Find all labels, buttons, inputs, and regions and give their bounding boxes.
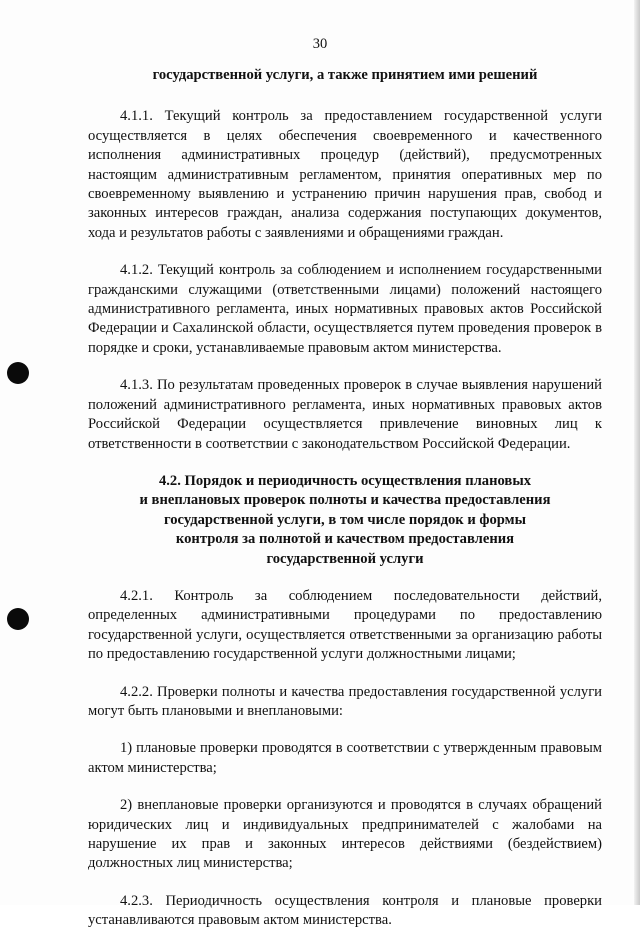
paragraph-4-1-3: 4.1.3. По результатам проведенных проверок в случае выявления нарушений положений административного регламента, иных нормативных правовых актов Российской Федерации осуществляется привлечение виновных лиц к ответственности в соответствии с законодательством Российской Федерации. [88, 377, 602, 452]
page-number: 30 [312, 36, 328, 52]
paragraph-4-2-2: 4.2.2. Проверки полноты и качества предоставления государственной услуги могут быть плановыми и внеплановыми: [88, 683, 602, 719]
paragraph-4-2-1: 4.2.1. Контроль за соблюдением последовательности действий, определенных административными процедурами по предоставлению государственной услуги, осуществляется ответственными за организацию работы по предоставлению государственной услуги должностными лицами; [88, 587, 602, 663]
paragraph-4-2-3: 4.2.3. Периодичность осуществления контроля и плановые проверки устанавливаются правовым актом министерства. [88, 892, 602, 929]
continued-heading: государственной услуги, а также принятием ими решений [152, 67, 538, 83]
paragraph-4-1-1: 4.1.1. Текущий контроль за предоставлением государственной услуги осуществляется в целях обеспечения своевременного и качественного исполнения административных процедур (действий), предусмотренных настоящим административным регламентом, принятия оперативных мер по своевременному выявлению и устранению причин нарушения прав, свобод и законных интересов граждан, анализа содержания поступающих документов, хода и результатов работы с заявлениями и обращениями граждан. [88, 108, 602, 241]
punch-hole-top [7, 362, 29, 384]
document-body [88, 66, 602, 949]
list-item-unplanned-checks: 2) внеплановые проверки организуются и проводятся в случаях обращений юридических лиц и индивидуальных предпринимателей с жалобами на нарушение их прав и законных интересов действиями (бездействием) должностных лиц министерства; [88, 797, 602, 872]
paragraph-4-1-2: 4.1.2. Текущий контроль за соблюдением и исполнением государственными гражданскими служащими (ответственными лицами) положений настоящего административного регламента, иных нормативных правовых актов Российской Федерации и Сахалинской области, осуществляется путем проведения проверок в порядке и сроки, устанавливаемые правовым актом министерства. [88, 262, 602, 356]
section-heading-4-2: 4.2. Порядок и периодичность осуществления плановых и внеплановых проверок полноты и качества предоставления государственной услуги, в том числе порядок и формы контроля за полнотой и качеством предоставления государственной услуги [139, 472, 551, 567]
punch-hole-bottom [7, 608, 29, 630]
page-edge-shadow [634, 0, 640, 905]
list-item-planned-checks: 1) плановые проверки проводятся в соответствии с утвержденным правовым актом министерства; [88, 740, 602, 776]
